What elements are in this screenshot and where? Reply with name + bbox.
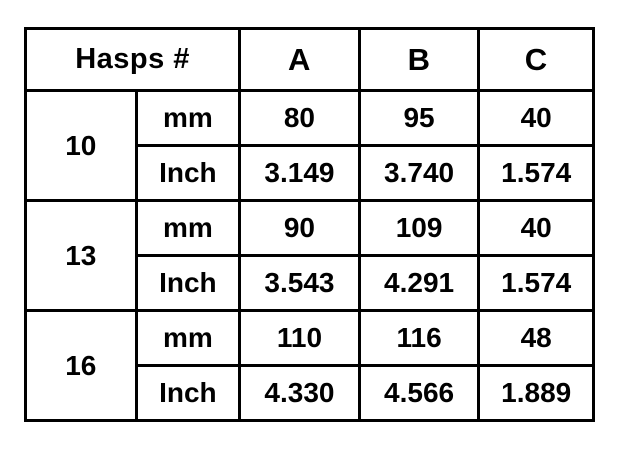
table-row bbox=[26, 201, 594, 256]
hasps-dimension-table bbox=[24, 27, 595, 422]
unit-label: mm bbox=[136, 91, 240, 146]
value-a: 90 bbox=[240, 201, 360, 256]
row-header-size: 10 bbox=[26, 91, 137, 201]
value-c: 1.889 bbox=[479, 366, 594, 421]
value-c: 40 bbox=[479, 201, 594, 256]
unit-label: mm bbox=[136, 201, 240, 256]
unit-label: mm bbox=[136, 311, 240, 366]
value-b: 4.566 bbox=[359, 366, 479, 421]
table-header-row bbox=[26, 29, 594, 91]
value-c: 1.574 bbox=[479, 256, 594, 311]
value-b: 109 bbox=[359, 201, 479, 256]
value-b: 95 bbox=[359, 91, 479, 146]
value-c: 40 bbox=[479, 91, 594, 146]
column-header-a: A bbox=[240, 29, 360, 91]
value-b: 116 bbox=[359, 311, 479, 366]
column-header-c: C bbox=[479, 29, 594, 91]
value-a: 80 bbox=[240, 91, 360, 146]
column-header-hasps: Hasps # bbox=[26, 29, 240, 91]
row-header-size: 13 bbox=[26, 201, 137, 311]
table-row bbox=[26, 311, 594, 366]
value-a: 3.543 bbox=[240, 256, 360, 311]
value-b: 4.291 bbox=[359, 256, 479, 311]
value-b: 3.740 bbox=[359, 146, 479, 201]
unit-label: Inch bbox=[136, 146, 240, 201]
row-header-size: 16 bbox=[26, 311, 137, 421]
value-a: 110 bbox=[240, 311, 360, 366]
unit-label: Inch bbox=[136, 256, 240, 311]
value-a: 3.149 bbox=[240, 146, 360, 201]
value-a: 4.330 bbox=[240, 366, 360, 421]
unit-label: Inch bbox=[136, 366, 240, 421]
table-row bbox=[26, 91, 594, 146]
column-header-b: B bbox=[359, 29, 479, 91]
value-c: 1.574 bbox=[479, 146, 594, 201]
specification-table-container bbox=[24, 27, 595, 420]
value-c: 48 bbox=[479, 311, 594, 366]
